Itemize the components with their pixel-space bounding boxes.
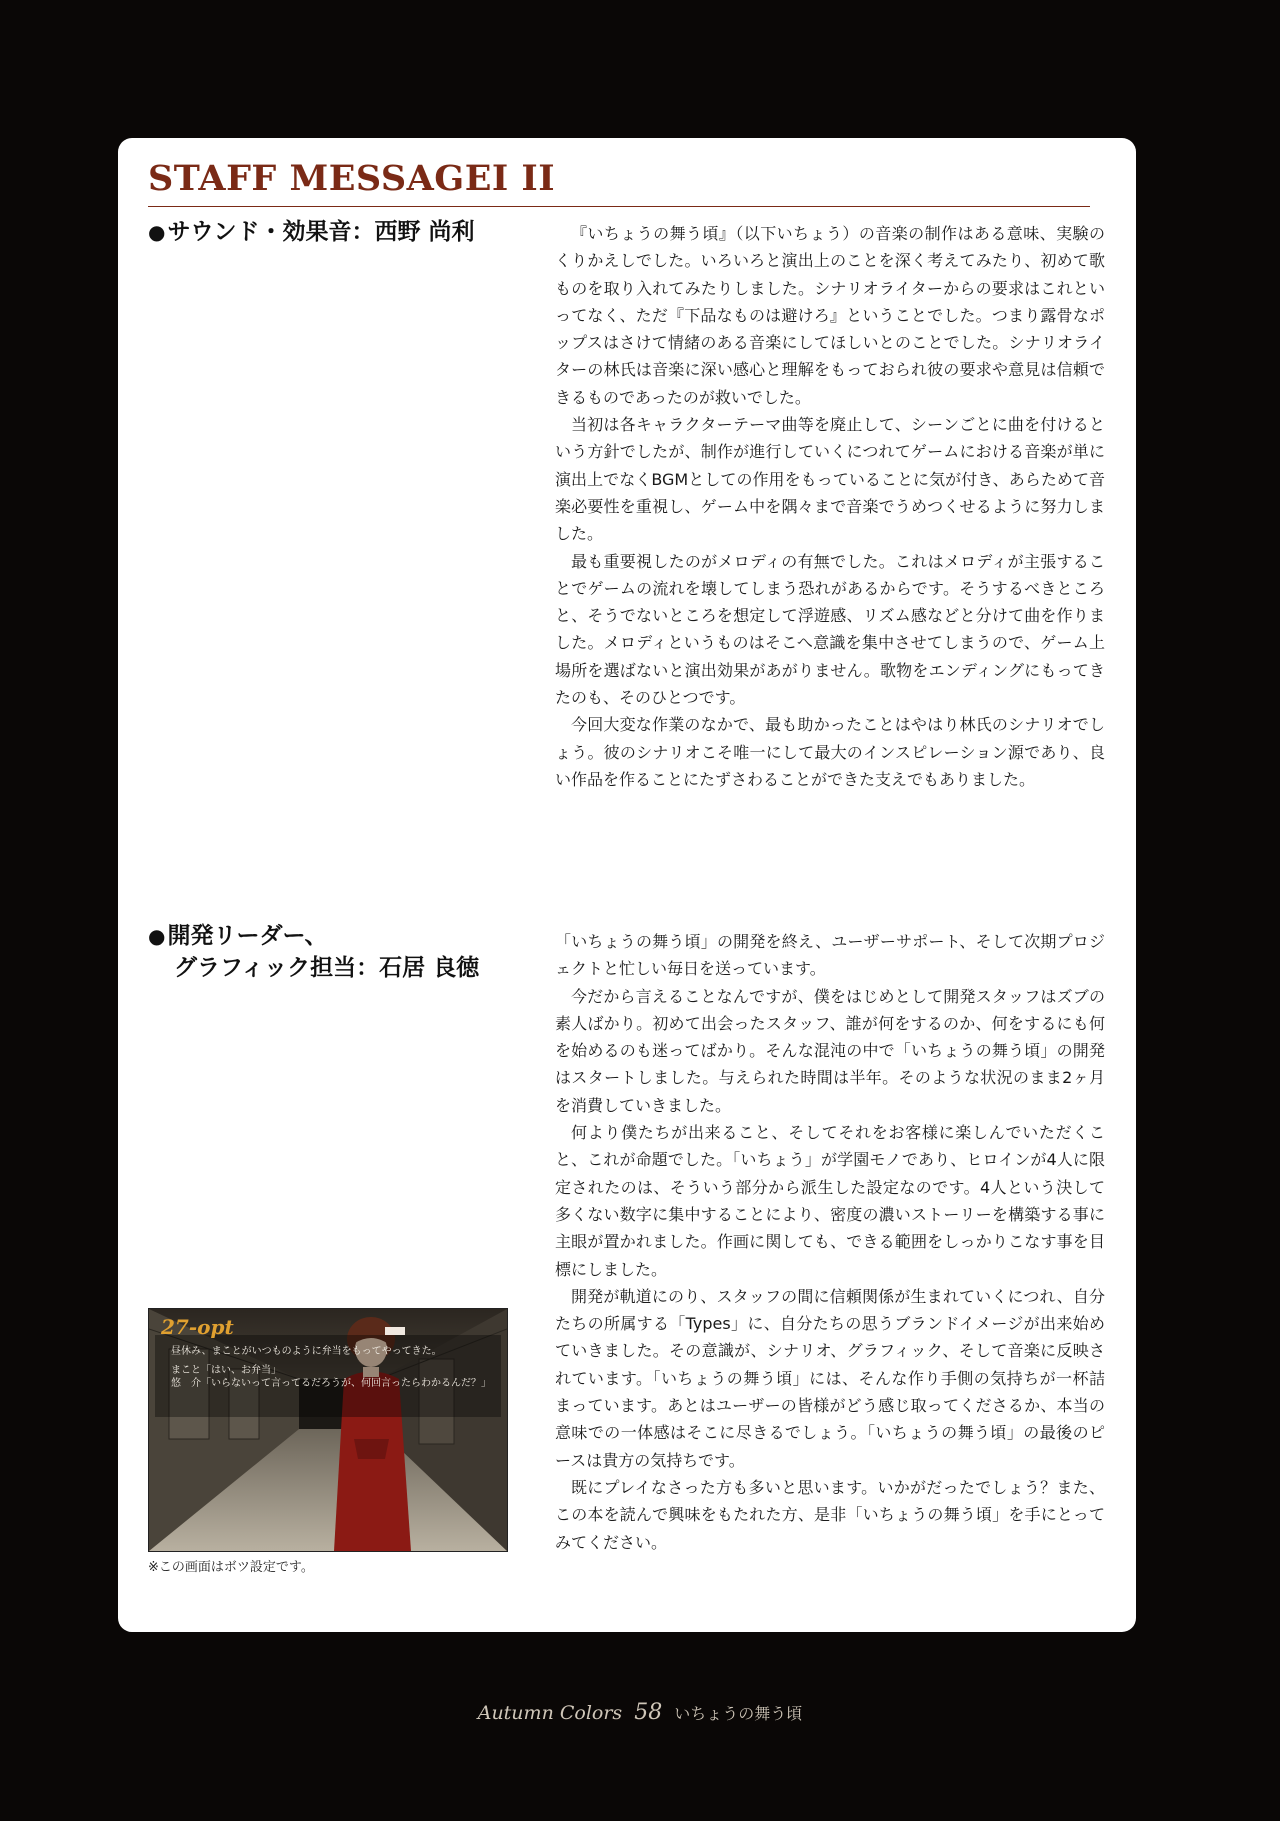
page-number: 58	[634, 1700, 663, 1725]
heading-text: 開発リーダー、	[167, 923, 328, 949]
paragraph: 開発が軌道にのり、スタッフの間に信頼関係が生まれていくにつれ、自分たちの所属する「Types」に、自分たちの思うブランドイメージが出来始めていきました。その意識が、シナリオ、グラフィック、そして音楽に反映されています。「いちょうの舞う頃」には、そんな作り手側の気持ちが一杯詰まっています。あとはユーザーの皆様がどう感じ取ってくださるか、本当の意味での一体感はそこに尽きるでしょう。「いちょうの舞う頃」の最後のピースは貴方の気持ちです。	[555, 1286, 1105, 1470]
footer-subtitle: いちょうの舞う頃	[674, 1704, 803, 1723]
paragraph: 当初は各キャラクターテーマ曲等を廃止して、シーンごとに曲を付けるという方針でしたが、制作が進行していくにつれてゲームにおける音楽が単に演出上でなくBGMとしての作用をもっていることに気が付き、あらためて音楽必要性を重視し、ゲーム中を隅々まで音楽でうめつくせるように努力しました。	[555, 415, 1105, 544]
game-screenshot	[148, 1308, 508, 1552]
dialogue-line: まこと「はい、お弁当」	[171, 1365, 281, 1376]
paragraph: 既にプレイなさった方も多いと思います。いかがだったでしょう？また、この本を読んで興味をもたれた方、是非「いちょうの舞う頃」を手にとってみてください。	[555, 1477, 1105, 1552]
bullet-icon: ●	[148, 924, 166, 948]
page-footer	[0, 1700, 1280, 1725]
heading-line	[148, 216, 474, 248]
footer-book-title: Autumn Colors	[477, 1702, 623, 1724]
staff-heading	[148, 920, 479, 984]
staff-message-text	[555, 220, 1105, 793]
dialogue-line: 悠 介「いらないって言ってるだろうが、何回言ったらわかるんだ？」	[171, 1378, 491, 1389]
bullet-icon: ●	[148, 220, 166, 244]
heading-line: グラフィック担当：石居 良徳	[174, 955, 480, 981]
dialogue-line: 昼休み、まことがいつものように弁当をもってやってきた。	[171, 1346, 442, 1357]
page-title: STAFF MESSAGEI II	[148, 158, 556, 199]
paragraph: 『いちょうの舞う頃』（以下いちょう）の音楽の制作はある意味、実験のくりかえしでした。いろいろと演出上のことを深く考えてみたり、初めて歌ものを取り入れてみたりしました。シナリオライターからの要求はこれといってなく、ただ『下品なものは避けろ』ということでした。つまり露骨なポップスはさけて情緒のある音楽にしてほしいとのことでした。シナリオライターの林氏は音楽に深い感心と理解をもっておられ彼の要求や意見は信頼できるものであったのが救いでした。	[555, 224, 1105, 407]
paragraph: 「いちょうの舞う頃」の開発を終え、ユーザーサポート、そして次期プロジェクトと忙しい毎日を送っています。	[555, 932, 1105, 979]
paragraph: 今回大変な作業のなかで、最も助かったことはやはり林氏のシナリオでしょう。彼のシナリオこそ唯一にして最大のインスピレーション源であり、良い作品を作ることにたずさわることができた支えでもありました。	[555, 715, 1105, 789]
staff-heading	[148, 216, 474, 248]
paragraph: 今だから言えることなんですが、僕をはじめとして開発スタッフはズブの素人ばかり。初めて出会ったスタッフ、誰が何をするのか、何をするにも何を始めるのも迷ってばかり。そんな混沌の中で「いちょうの舞う頃」の開発はスタートしました。与えられた時間は半年。そのような状況のまま2ヶ月を消費していきました。	[555, 986, 1105, 1115]
staff-message-text	[555, 928, 1105, 1556]
scene-badge: 27-opt	[161, 1315, 234, 1339]
content-panel	[118, 138, 1136, 1632]
heading-text: サウンド・効果音：西野 尚利	[167, 219, 475, 245]
paragraph: 何より僕たちが出来ること、そしてそれをお客様に楽しんでいただくこと、これが命題でした。「いちょう」が学園モノであり、ヒロインが4人に限定されたのは、そういう部分から派生した設定なのです。4人という決して多くない数字に集中することにより、密度の濃いストーリーを構築する事に主眼が置かれました。作画に関しても、できる範囲をしっかりこなす事を目標にしました。	[555, 1123, 1105, 1279]
dialogue-text	[171, 1345, 491, 1390]
heading-line	[148, 920, 479, 952]
screenshot-caption: ※この画面はボツ設定です。	[148, 1560, 314, 1575]
title-rule	[148, 206, 1090, 207]
paragraph: 最も重要視したのがメロディの有無でした。これはメロディが主張することでゲームの流れを壊してしまう恐れがあるからです。そうするべきところと、そうでないところを想定して浮遊感、リズム感などと分けて曲を作りました。メロディというものはそこへ意識を集中させてしまうので、ゲーム上場所を選ばないと演出効果があがりません。歌物をエンディングにもってきたのも、そのひとつです。	[555, 551, 1105, 708]
